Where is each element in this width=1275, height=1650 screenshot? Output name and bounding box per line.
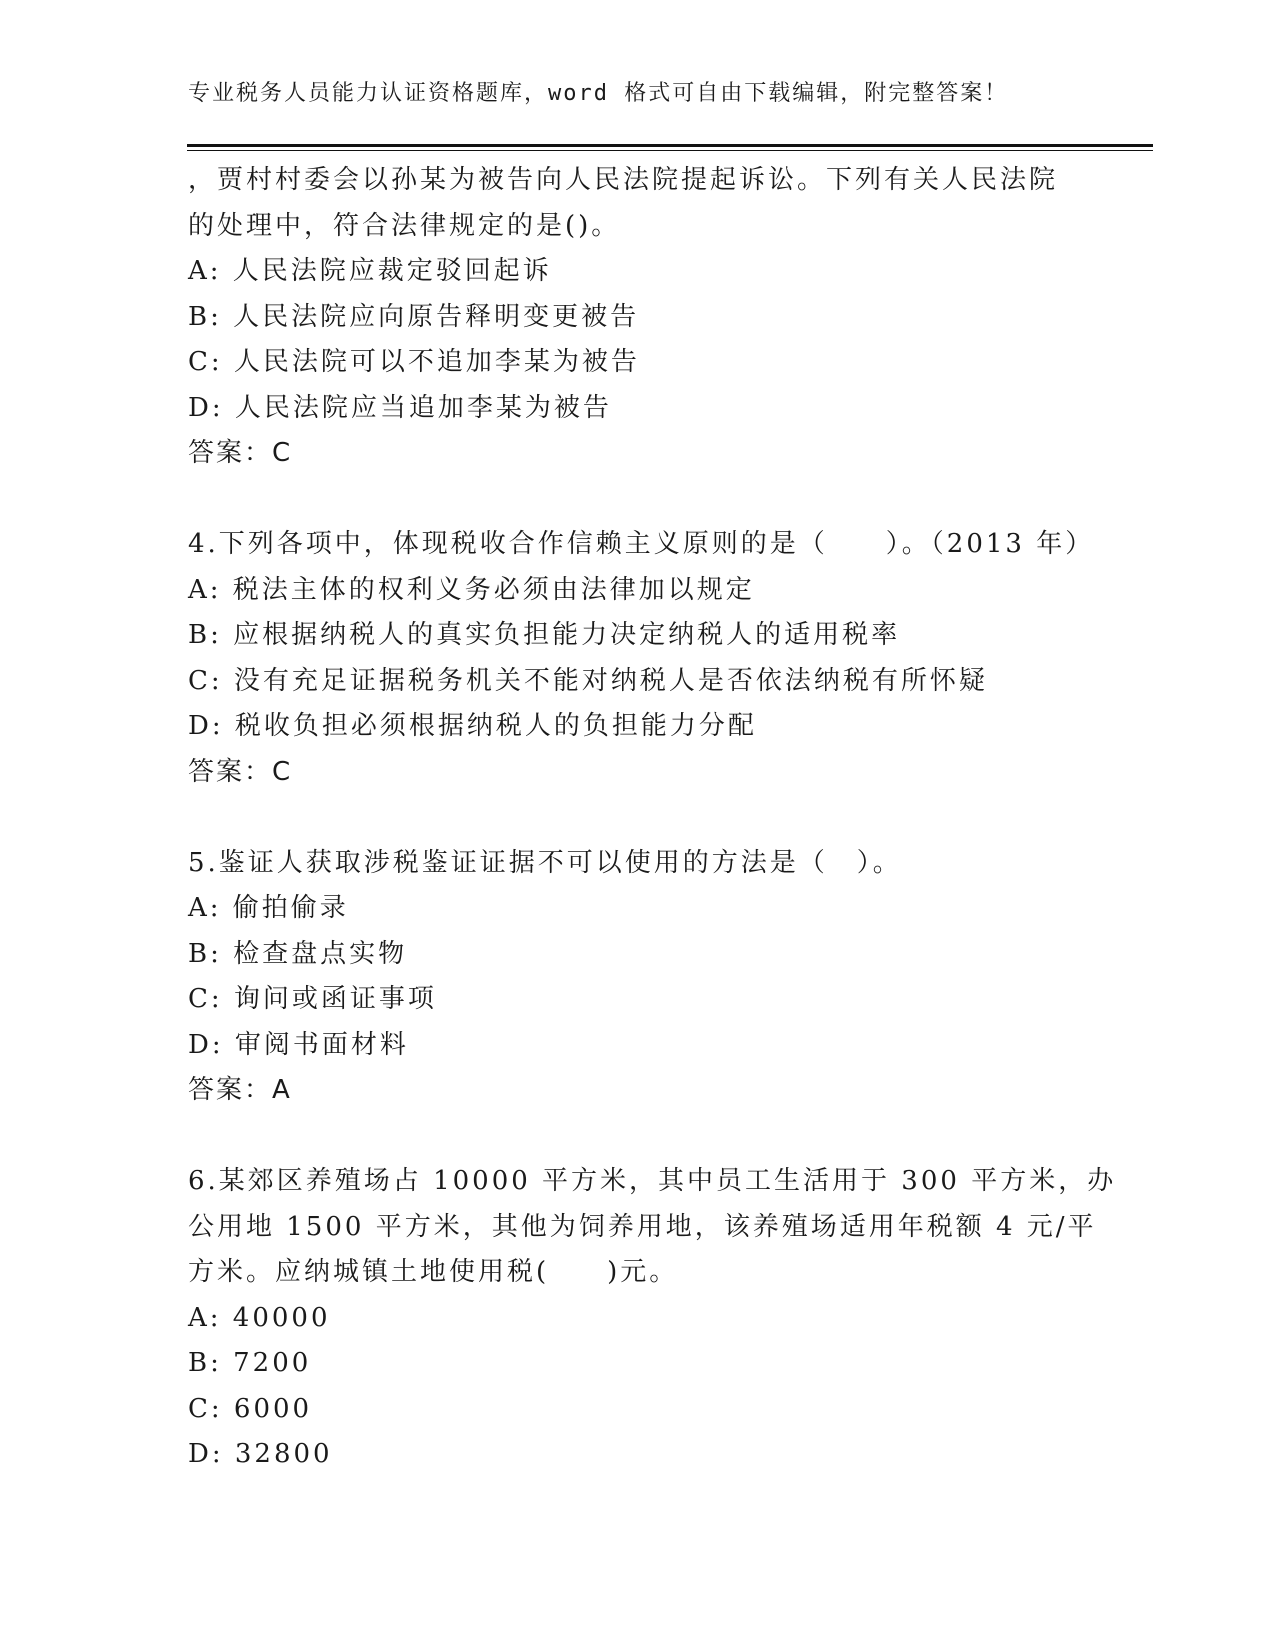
question-stem-line: 的处理中，符合法律规定的是()。 <box>188 210 621 241</box>
document-body <box>188 158 1117 1478</box>
question-block-6 <box>188 1159 1117 1478</box>
question-stem-line: 方米。应纳城镇土地使用税( )元。 <box>188 1257 679 1287</box>
option-b: B: 检查盘点实物 <box>188 938 408 969</box>
option-c: C: 6000 <box>188 1393 313 1424</box>
option-d: D: 人民法院应当追加李某为被告 <box>188 392 612 423</box>
header-rule-thick <box>187 144 1153 147</box>
question-block-5 <box>188 841 1068 1114</box>
spacer <box>188 1114 1068 1160</box>
option-d: D: 32800 <box>188 1439 333 1469</box>
spacer <box>188 477 1068 523</box>
option-c: C: 人民法院可以不追加李某为被告 <box>188 347 640 377</box>
option-a: A: 偷拍偷录 <box>188 893 349 923</box>
option-b: B: 应根据纳税人的真实负担能力决定纳税人的适用税率 <box>188 620 901 650</box>
question-block-4 <box>188 522 1095 795</box>
option-b: B: 7200 <box>188 1348 312 1378</box>
option-c: C: 没有充足证据税务机关不能对纳税人是否依法纳税有所怀疑 <box>188 665 988 696</box>
option-a: A: 税法主体的权利义务必须由法律加以规定 <box>188 574 755 605</box>
answer-line: 答案：C <box>188 756 293 787</box>
answer-line: 答案：C <box>188 438 293 468</box>
option-a: A: 人民法院应裁定驳回起诉 <box>188 256 552 286</box>
question-stem-line: 4.下列各项中，体现税收合作信赖主义原则的是（ ）。（2013 年） <box>188 529 1095 559</box>
option-d: D: 税收负担必须根据纳税人的负担能力分配 <box>188 711 757 741</box>
option-b: B: 人民法院应向原告释明变更被告 <box>188 301 640 332</box>
question-stem-line: ，贾村村委会以孙某为被告向人民法院提起诉讼。下列有关人民法院 <box>188 165 1059 195</box>
spacer <box>188 795 1068 841</box>
option-a: A: 40000 <box>188 1302 331 1333</box>
answer-line: 答案：A <box>188 1075 292 1105</box>
option-d: D: 审阅书面材料 <box>188 1029 409 1060</box>
option-c: C: 询问或函证事项 <box>188 984 437 1014</box>
question-stem-line: 6.某郊区养殖场占 10000 平方米，其中员工生活用于 300 平方米，办 <box>188 1166 1117 1196</box>
page-header: 专业税务人员能力认证资格题库，word 格式可自由下载编辑，附完整答案！ <box>188 81 1009 106</box>
header-rule-thin <box>187 150 1153 151</box>
question-stem-line: 5.鉴证人获取涉税鉴证证据不可以使用的方法是（ ）。 <box>188 847 902 878</box>
question-stem-line: 公用地 1500 平方米，其他为饲养用地，该养殖场适用年税额 4 元/平 <box>188 1211 1097 1242</box>
question-block-3 <box>188 158 1068 477</box>
